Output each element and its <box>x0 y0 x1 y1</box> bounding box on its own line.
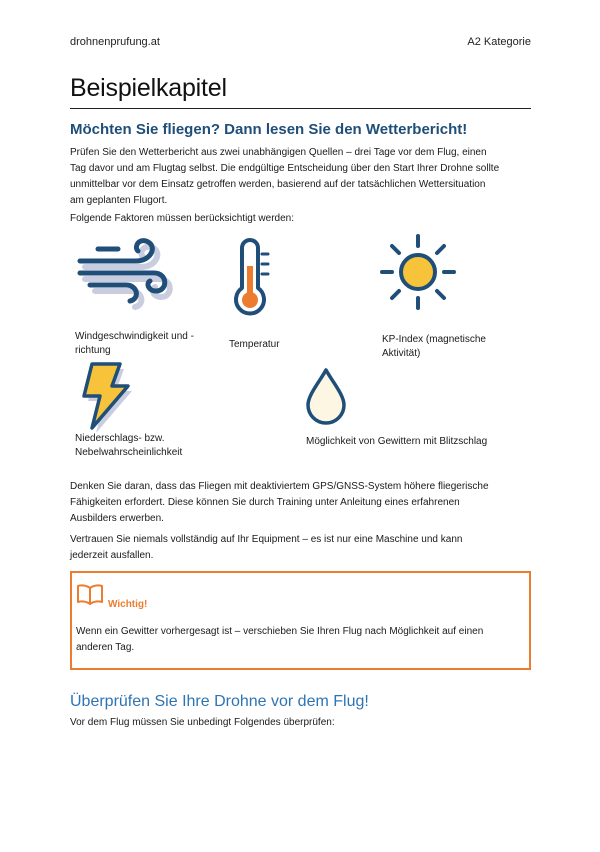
caption-line: Aktivität) <box>382 347 421 359</box>
wind-icon <box>74 235 174 305</box>
factor-caption-precipitation <box>75 432 225 459</box>
callout-line: Wenn ein Gewitter vorhergesagt ist – verschieben Sie Ihren Flug nach Möglichkeit auf einen <box>76 626 484 637</box>
intro-line: am geplanten Flugort. <box>70 195 168 206</box>
title-divider <box>70 108 531 109</box>
paragraph-line: Denken Sie daran, dass das Fliegen mit deaktiviertem GPS/GNSS-System höhere fliegerische <box>70 481 489 492</box>
caption-line: richtung <box>75 344 111 356</box>
page-title: Beispielkapitel <box>70 74 227 102</box>
caption-line: Niederschlags- bzw. <box>75 433 165 444</box>
drone-check-intro: Vor dem Flug müssen Sie unbedingt Folgendes überprüfen: <box>70 717 335 728</box>
equipment-paragraph <box>70 532 540 564</box>
section-heading-drone-check: Überprüfen Sie Ihre Drohne vor dem Flug! <box>70 693 369 710</box>
factors-intro: Folgende Faktoren müssen berücksichtigt werden: <box>70 213 295 224</box>
section-heading-weather: Möchten Sie fliegen? Dann lesen Sie den Wetterbericht! <box>70 121 468 138</box>
caption-line: Nebelwahrscheinlichkeit <box>75 446 183 458</box>
factor-caption-temperature: Temperatur <box>229 339 280 350</box>
gps-paragraph <box>70 479 540 527</box>
factor-caption-thunderstorm: Möglichkeit von Gewittern mit Blitzschlag <box>306 436 488 447</box>
factor-caption-wind <box>75 330 215 357</box>
paragraph-line: jederzeit ausfallen. <box>70 550 154 561</box>
lightning-icon <box>74 360 134 432</box>
caption-line: Windgeschwindigkeit und - <box>75 331 194 342</box>
intro-paragraph <box>70 145 540 209</box>
caption-line: KP-Index (magnetische <box>382 334 486 345</box>
callout-line: anderen Tag. <box>76 642 135 653</box>
callout-label: Wichtig! <box>108 599 148 610</box>
thermometer-icon <box>226 240 276 320</box>
site-name: drohnenprufung.at <box>70 36 160 48</box>
sun-icon <box>380 234 456 310</box>
paragraph-line: Fähigkeiten erfordert. Diese können Sie durch Training unter Anleitung eines erfahrenen <box>70 497 460 508</box>
callout-text <box>76 624 526 656</box>
intro-line: Tag davor und am Flugtag selbst. Die endgültige Entscheidung über den Start Ihrer Drohne sollte <box>70 163 500 174</box>
intro-line: unmittelbar vor dem Einsatz getroffen werden, basierend auf der tatsächlichen Wettersituation <box>70 179 486 190</box>
paragraph-line: Ausbilders erwerben. <box>70 513 164 524</box>
paragraph-line: Vertrauen Sie niemals vollständig auf Ihr Equipment – es ist nur eine Maschine und kann <box>70 534 463 545</box>
intro-line: Prüfen Sie den Wetterbericht aus zwei unabhängigen Quellen – drei Tage vor dem Flug, einen <box>70 147 487 158</box>
book-icon <box>76 583 104 607</box>
factor-caption-kp-index <box>382 333 522 360</box>
category-label: A2 Kategorie <box>467 36 531 48</box>
drop-icon <box>304 367 348 427</box>
